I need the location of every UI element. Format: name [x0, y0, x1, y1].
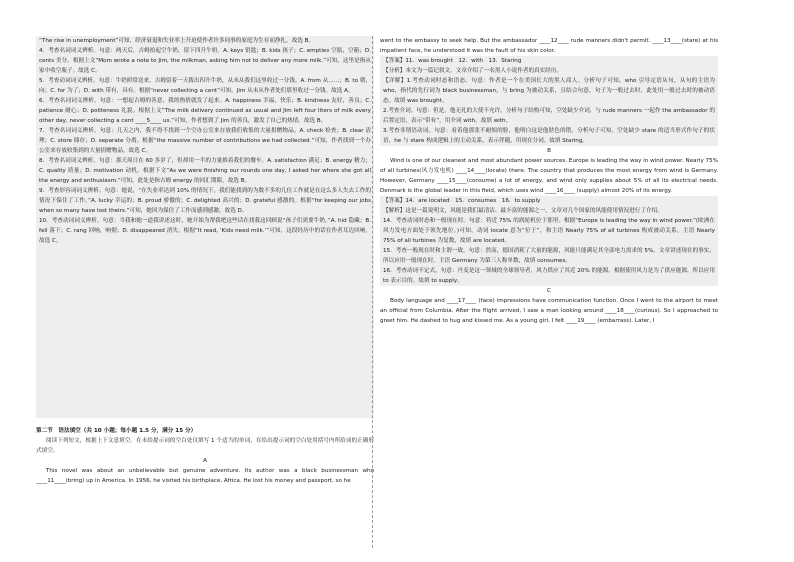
- answer-block-b: [380, 196, 718, 286]
- analysis-line: 【解析】这是一篇说明文，风能是我们最清洁、最丰富的能源之一，文章对几个国家的风能使用情况进行了介绍。: [383, 208, 663, 214]
- detail-paragraph: 15．考查一般现在时和主谓一致。句意：然而，德国消耗了大量的能源，风能只能满足其全部电力需求的 5%。文章讲述现在的事实，所以应用一般现在时。主语 Germany 为第三人称单数，故填 consumes。: [383, 248, 715, 264]
- answer-paragraph: 7．考查名词词义辨析。句意：几天之内，我不得不找到一个空办公室来存放我们收集的大量捐赠物品。A. check 检查；B. clear 清理；C. store 储存；D. separate 分离。根据“the massive number of contributions we had collected.”可知，作者找到一个办公室来存放收集到的大量捐赠物品。故选 C。: [39, 128, 371, 154]
- answer-line: 【答案】11．was brought 12．with 13．Staring: [383, 58, 522, 64]
- answer-paragraph: 8．考查名词词义辨析。句意：那天周日在 60 多岁了，但却用一半的力量推着我们的餐车。A. satisfaction 满足；B. energy 精力；C. quality 质量；D. motivation 动机。根据下文“As we were finishing our rounds one day, I asked her where she got all the energy and enthusiasm.”可知，此处是指吉姆 energy 的同汇期限。故选 B。: [39, 158, 371, 184]
- analysis-line: 【分析】本文为一篇记叙文。文章介绍了一名黑人小说作者的真实经历。: [383, 68, 563, 74]
- section-instruction: 阅读下列短文，根据上下文意填空。在未给提示词的空白处仅填写 1 个适当的单词，在给出提示词的空白处用括号内所给词的正确形式填空。: [36, 438, 374, 454]
- passage-c-text: Body language and ____17____ (face) impressions have communication function. Once I went to the airport to meet an official from Columbia. After the flight arrived, I saw a man looking around ____18____(curious). So I approached to greet him. He dashed to hug and kissed me. As a young girl, I felt ____19____ (embarrass). Later, I: [380, 298, 718, 324]
- detail-paragraph: 2.考查介词。句意：但是，他无礼的大使不允许。分析句子结构可知，空处缺少介词，与 rude manners 一起作 the ambassador 的后置定语，表示“带有”，用介词 with。故填 with。: [383, 108, 715, 124]
- answer-paragraph: 5．考查动词词义辨析。句意：牛奶照常送来，吉姆留着一天拨出四升牛奶，从未从我们这里收过一分钱。A. from 从……；B. to 朝，向；C. for 为了；D. with 带有，具有。根据“never collecting a cent”可知，Jim 从未从作者处们那里收过一分钱。故选 A。: [39, 78, 371, 94]
- right-column: [380, 36, 718, 326]
- answer-paragraph: 6．考查名词词义辨析。句意：一想起吉姆的善意，我的热情就发了起来。A. happiness 幸福，快乐；B. kindness 友好，善良；C. patience 耐心；D. politeness 礼貌。根据上文“The milk delivery continued as usual and Jim left four liters of milk every other day, never collecting a cent ____5____ us.”可知，作者想到了 Jim 的善良，激发了自己的热情。故选 B。: [39, 98, 371, 124]
- answer-paragraph: “The rise in unemployment”可知，经济衰退和失业率上升迫使作者许多同事的家庭为生存而挣扎。故选 B。: [39, 38, 315, 44]
- answer-paragraph: 9．考查形容词词义辨析。句意：她说，“在失业率达到 10% 的情况下，我们能找到的为数不多的几位工作就是在这么多人失去工作的情况下保住了工作。”A. lucky 幸运的；B. proud 骄傲的；C. delighted 高兴的；D. grateful 感激的。根据“for keeping our jobs when so many have lost theirs.”可知，她因为保住了工作而感到感激。故选 D。: [39, 188, 371, 214]
- detail-paragraph: 14．考查动词时态和一般现在时。句意：将近 75% 的涡轮机位于那里。根据“Europe is leading the way in wind power.”(欧洲在风力发电方面处于领先地位。)可知，动词 locate 意为“位于”，和主语 Nearly 75% of all turbines 构成被动关系。主语 Nearly 75% of all turbines 为复数，故填 are located。: [383, 218, 715, 244]
- passage-a-text: This novel was about an unbelievable but genuine adventure. Its author was a black businessman who ____11____(bring) up in America. In 1956, he visited his birthplace, Africa. He lost his money and passport, so he: [36, 468, 374, 484]
- detail-paragraph: 16．考查动词不定式。句意：丹麦是这一领域的全球领导者，风力供应了其近 20% 的能源。根据使用风力是为了供应能源，所以应用 to 表示目的。故填 to supply。: [383, 268, 715, 284]
- passage-a-continued: went to the embassy to seek help. But the ambassador ____12____ rude manners didn't permit. ____13____(stare) at his impatient face, he understood it was the fault of his skin color.: [380, 38, 718, 54]
- detail-paragraph: 【详解】1.考查动词时态和语态。句意：作者是一个在美国长大的黑人商人。分析句子可知，who 引导定语从句，从句的主语为 who，指代的先行词为 black businessman，与 bring 为被动关系，且结合句意，句子为一般过去时，此处用一般过去时的被动语态。故填 was brought。: [383, 78, 715, 104]
- answer-analysis-block: [36, 36, 374, 418]
- passage-label-c: C: [547, 288, 551, 294]
- section-heading: 第二节 语法填空（共 10 小题；每小题 1.5 分，满分 15 分）: [36, 428, 197, 434]
- detail-paragraph: 3.考查非谓语动词。句意：看着他那张不耐烦的脸，他明白这是他肤色的错。分析句子可知，空处缺少 stare 的适当形式作句子的状语，he 与 stare 构成逻辑上的主动关系，表示伴随，用现在分词。故填 Staring。: [383, 128, 715, 144]
- answer-paragraph: 4．考查名词词义辨析。句意：两天后，吉姆拾起空牛奶，留下四升牛奶。A. keys 钥匙；B. kids 孩子；C. empties 空瓶，空箱；D. cents 美分。根据上文“Mom wrote a note to Jim, the milkman, asking him not to deliver any more milk.”可知，这里是指从家中收空瓶子。故选 C。: [39, 48, 371, 74]
- answer-block-a: [380, 56, 718, 146]
- column-divider: [372, 36, 373, 548]
- passage-label-a: A: [203, 458, 207, 464]
- passage-b-text: Wind is one of our cleanest and most abundant power sources. Europe is leading the way in wind power. Nearly 75% of all turbines(风力发电机) ____14____(locate) there. The country that produces the most energy from wind is Germany. However, Germany ____15____(consume) a lot of energy, and wind only supplies about 5% of all its electrical needs. Denmark is the global leader in this field, which uses wind ____16____ (supply) almost 20% of its energy.: [380, 158, 718, 194]
- left-column: [36, 36, 374, 486]
- passage-label-b: B: [547, 148, 551, 154]
- answer-paragraph: 10．考查动词词义辨析。句意：当我和她一道我讲述这时，她开始为帮我吧这些话在找我这回顾说“孩子们需要牛奶。”A. hid 隐藏；B. fell 落下；C. rang 回响，响彻；D. disappeared 消失。根据“It read, ‘Kids need milk.’”可知，这段经历中的话在作者耳边回响。故选 C。: [39, 218, 371, 244]
- answer-line: 【答案】14．are located 15．consumes 16．to supply: [383, 198, 541, 204]
